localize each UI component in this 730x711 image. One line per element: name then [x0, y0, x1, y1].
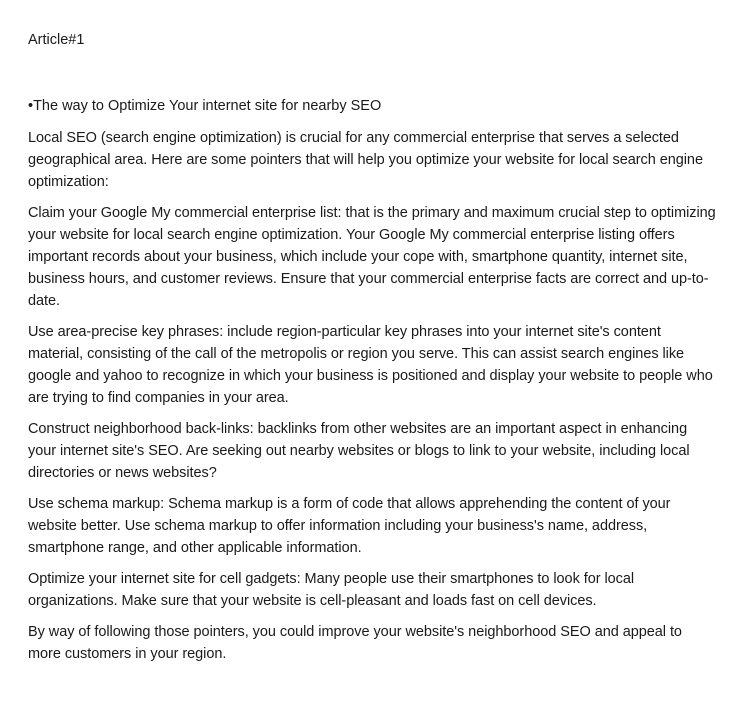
paragraph-google-my-business: Claim your Google My commercial enterprise list: that is the primary and maximum crucial step to optimizing your website for local search engine optimization. Your Google My commercial enterprise listing offers important records about your business, which include your cope with, smartphone quantity, internet site, business hours, and customer reviews. Ensure that your commercial enterprise facts are correct and up-to-date.	[28, 205, 716, 309]
paragraph-mobile: Optimize your internet site for cell gadgets: Many people use their smartphones to look for local organizations. Make sure that your website is cell-pleasant and loads fast on cell devices.	[28, 571, 635, 609]
paragraph-keywords: Use area-precise key phrases: include region-particular key phrases into your internet site's content material, consisting of the call of the metropolis or region you serve. This can assist search engines like google and yahoo to recognize in which your business is positioned and display your website to people who are trying to find companies in your area.	[28, 324, 713, 406]
paragraph-conclusion: By way of following those pointers, you could improve your website's neighborhood SEO and appeal to more customers in your region.	[28, 624, 682, 662]
paragraph-backlinks: Construct neighborhood back-links: backlinks from other websites are an important aspect in enhancing your internet site's SEO. Are seeking out nearby websites or blogs to link to your website, including local directories or news websites?	[28, 421, 690, 481]
paragraph-schema-markup: Use schema markup: Schema markup is a form of code that allows apprehending the content of your website better. Use schema markup to offer information including your business's name, address, smartphone range, and other applicable information.	[28, 496, 671, 556]
article-heading: •The way to Optimize Your internet site for nearby SEO	[28, 98, 382, 114]
document-page	[28, 30, 718, 674]
paragraph-intro: Local SEO (search engine optimization) is crucial for any commercial enterprise that serves a selected geographical area. Here are some pointers that will help you optimize your website for local search engine optimization:	[28, 130, 703, 190]
document-title: Article#1	[28, 32, 85, 48]
